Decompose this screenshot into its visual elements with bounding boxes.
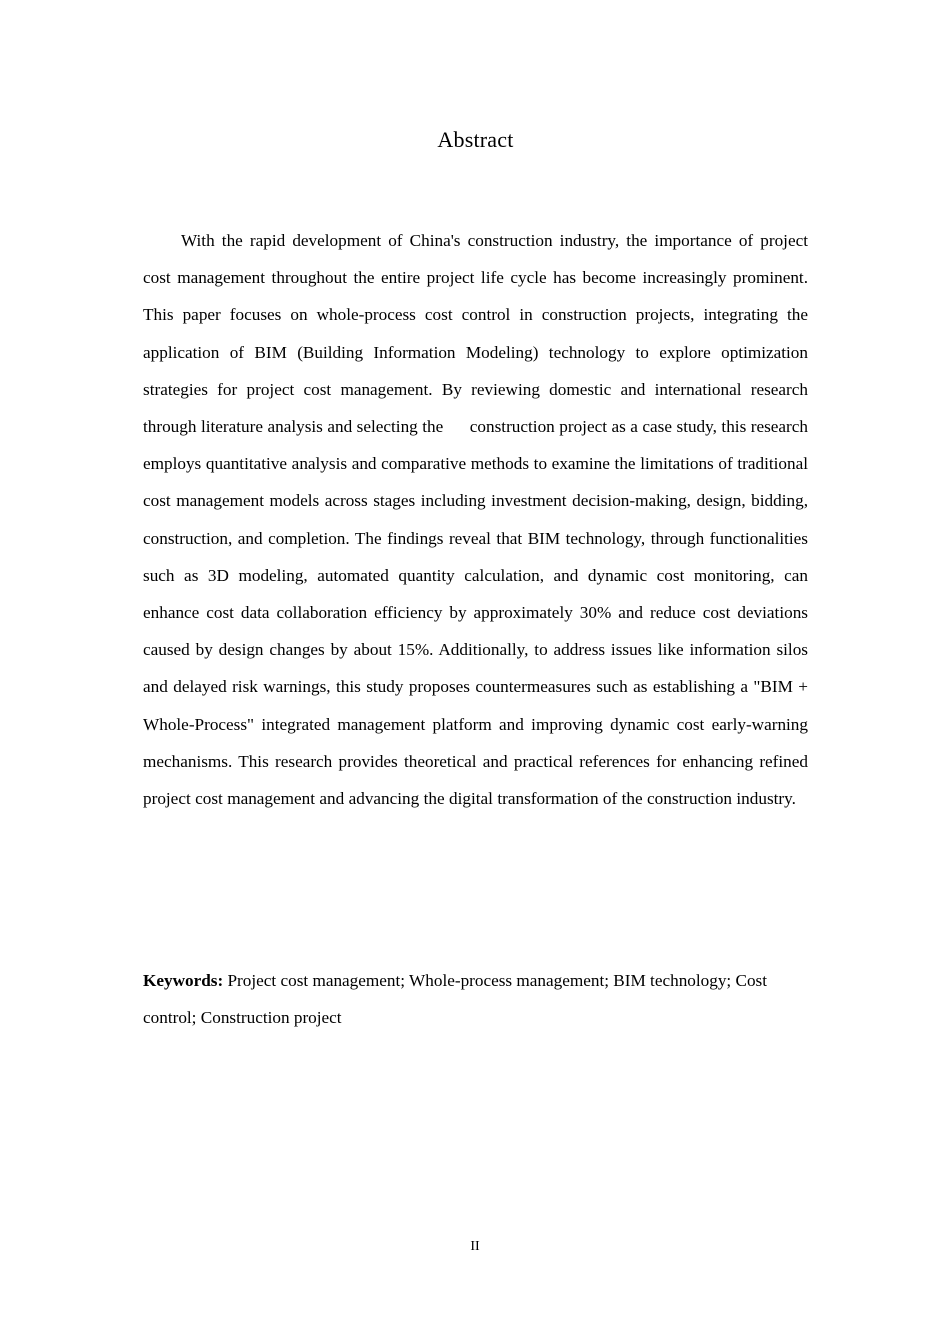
keywords-list: Project cost management; Whole-process management; BIM technology; Cost control; Construction project <box>143 971 768 1028</box>
abstract-text-before-placeholder: With the rapid development of China's construction industry, the importance of project cost management throughout the entire project life cycle has become increasingly prominent. This paper focuses on whole-process cost control in construction projects, integrating the application of BIM (Building Information Modeling) technology to explore optimization strategies for project cost management. By reviewing domestic and international research through literature analysis and selecting the <box>143 231 808 437</box>
keywords-section <box>143 962 815 1036</box>
footer-page-number: II <box>470 1239 480 1254</box>
abstract-text-after-placeholder: construction project as a case study, this research employs quantitative analysis and comparative methods to examine the limitations of traditional cost management models across stages including investment decision-making, design, bidding, construction, and completion. The findings reveal that BIM technology, through functionalities such as 3D modeling, automated quantity calculation, and dynamic cost monitoring, can enhance cost data collaboration efficiency by approximately 30% and reduce cost deviations caused by design changes by about 15%. Additionally, to address issues like information silos and delayed risk warnings, this study proposes countermeasures such as establishing a "BIM + Whole-Process" integrated management platform and improving dynamic cost early-warning mechanisms. This research provides theoretical and practical references for enhancing refined project cost management and advancing the digital transformation of the construction industry. <box>143 417 809 809</box>
keywords-label: Keywords: <box>143 971 224 990</box>
page-title: Abstract <box>437 127 514 152</box>
abstract-paragraph <box>143 222 808 817</box>
